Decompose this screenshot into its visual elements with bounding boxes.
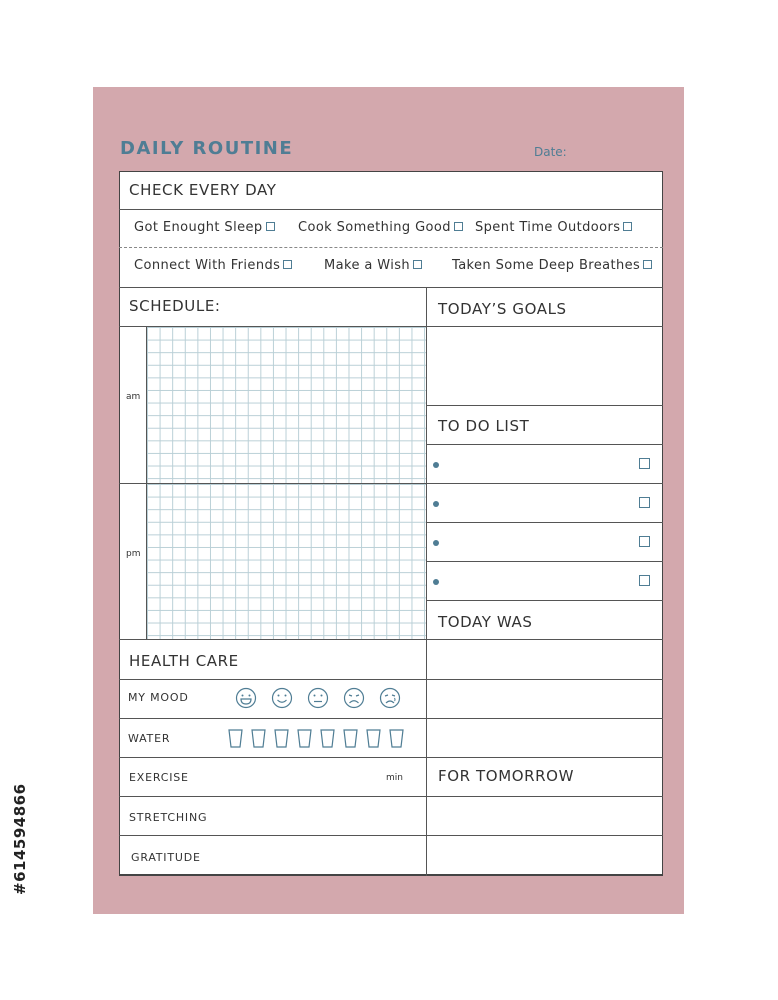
- water-cup-icon[interactable]: [366, 729, 381, 748]
- bullet-icon: [433, 579, 439, 585]
- dashed-divider: [119, 247, 663, 248]
- water-cup-icon[interactable]: [343, 729, 358, 748]
- divider: [426, 600, 663, 601]
- checkbox-icon[interactable]: [454, 222, 463, 231]
- divider: [119, 796, 426, 797]
- bullet-icon: [433, 462, 439, 468]
- divider: [119, 757, 426, 758]
- date-label: Date:: [534, 145, 567, 159]
- water-cup-icon[interactable]: [251, 729, 266, 748]
- check-friends[interactable]: Connect With Friends: [134, 258, 292, 273]
- frown-face-icon[interactable]: [343, 687, 365, 709]
- bullet-icon: [433, 540, 439, 546]
- bullet-icon: [433, 501, 439, 507]
- divider: [426, 561, 663, 562]
- to-do-heading: TO DO LIST: [438, 417, 530, 435]
- divider: [426, 483, 663, 484]
- mood-icons: [235, 687, 401, 709]
- column-divider: [426, 287, 427, 876]
- water-cup-icon[interactable]: [320, 729, 335, 748]
- water-label: WATER: [128, 732, 171, 745]
- neutral-face-icon[interactable]: [307, 687, 329, 709]
- divider: [119, 287, 663, 288]
- todo-checkbox[interactable]: [639, 575, 650, 586]
- divider: [426, 444, 663, 445]
- divider: [426, 757, 663, 758]
- mood-label: MY MOOD: [128, 691, 189, 704]
- divider: [119, 679, 426, 680]
- health-care-heading: HEALTH CARE: [129, 652, 239, 670]
- big-smile-face-icon[interactable]: [235, 687, 257, 709]
- divider: [119, 835, 426, 836]
- checkbox-icon[interactable]: [283, 260, 292, 269]
- stretching-label: STRETCHING: [129, 811, 208, 824]
- am-label: am: [126, 392, 141, 402]
- todays-goals-heading: TODAY’S GOALS: [438, 300, 567, 318]
- schedule-heading: SCHEDULE:: [129, 297, 221, 315]
- checkbox-icon[interactable]: [623, 222, 632, 231]
- water-cup-icon[interactable]: [274, 729, 289, 748]
- divider: [426, 835, 663, 836]
- water-cups: [228, 729, 404, 748]
- divider: [426, 679, 663, 680]
- divider: [426, 405, 663, 406]
- sad-face-icon[interactable]: [379, 687, 401, 709]
- divider: [119, 209, 663, 210]
- schedule-grid-pm[interactable]: [147, 484, 426, 639]
- divider: [119, 639, 663, 640]
- water-cup-icon[interactable]: [389, 729, 404, 748]
- checkbox-icon[interactable]: [266, 222, 275, 231]
- check-sleep[interactable]: Got Enought Sleep: [134, 220, 275, 235]
- check-wish[interactable]: Make a Wish: [324, 258, 422, 273]
- schedule-grid-am[interactable]: [147, 327, 426, 483]
- check-every-day-heading: CHECK EVERY DAY: [129, 181, 277, 199]
- page-title: DAILY ROUTINE: [120, 138, 294, 159]
- water-cup-icon[interactable]: [228, 729, 243, 748]
- gratitude-label: GRATITUDE: [131, 851, 201, 864]
- water-cup-icon[interactable]: [297, 729, 312, 748]
- divider: [426, 796, 663, 797]
- check-outdoors[interactable]: Spent Time Outdoors: [475, 220, 632, 235]
- divider: [426, 326, 663, 327]
- divider: [119, 718, 426, 719]
- todo-checkbox[interactable]: [639, 497, 650, 508]
- divider: [426, 718, 663, 719]
- todo-checkbox[interactable]: [639, 536, 650, 547]
- check-breathes[interactable]: Taken Some Deep Breathes: [452, 258, 652, 273]
- today-was-heading: TODAY WAS: [438, 613, 533, 631]
- checkbox-icon[interactable]: [413, 260, 422, 269]
- stock-id-watermark: #614594866: [11, 783, 29, 895]
- exercise-unit: min: [386, 773, 403, 783]
- check-cook[interactable]: Cook Something Good: [298, 220, 463, 235]
- exercise-label: EXERCISE: [129, 771, 189, 784]
- smile-face-icon[interactable]: [271, 687, 293, 709]
- todo-checkbox[interactable]: [639, 458, 650, 469]
- for-tomorrow-heading: FOR TOMORROW: [438, 767, 575, 785]
- pm-label: pm: [126, 549, 141, 559]
- divider: [426, 522, 663, 523]
- checkbox-icon[interactable]: [643, 260, 652, 269]
